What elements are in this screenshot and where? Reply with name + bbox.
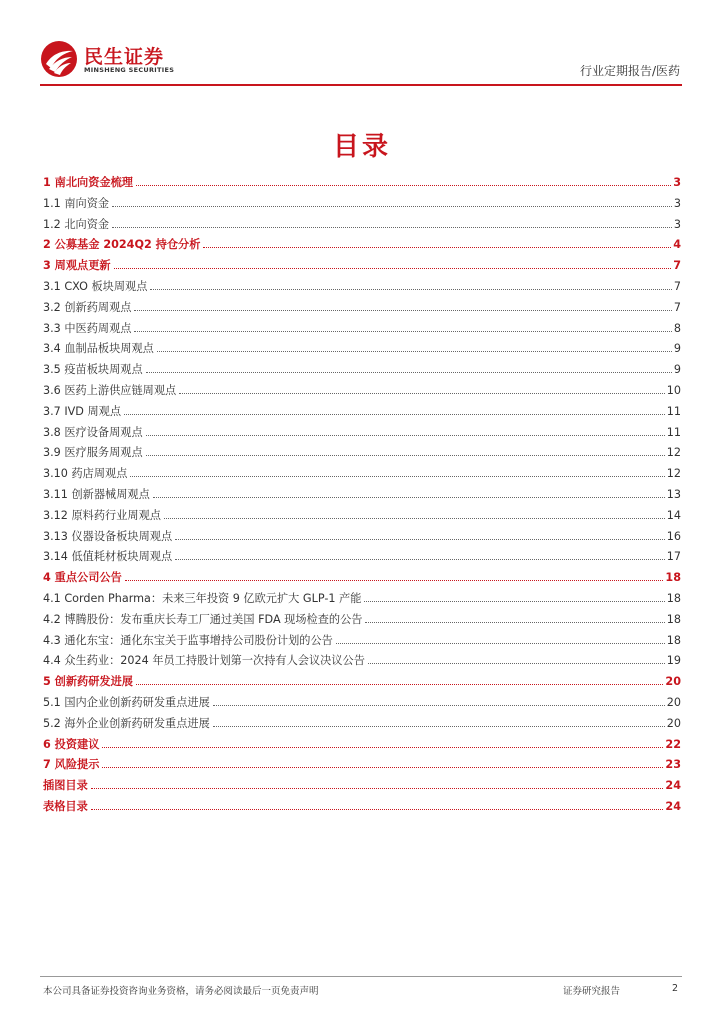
toc-entry-label: 4 重点公司公告: [43, 571, 122, 585]
toc-entry-label: 3.2 创新药周观点: [43, 300, 132, 314]
toc-dot-leader: [175, 539, 665, 540]
toc-entry-label: 5.2 海外企业创新药研发重点进展: [43, 716, 210, 730]
toc-entry[interactable]: [43, 486, 681, 507]
toc-entry[interactable]: [43, 444, 681, 465]
toc-entry[interactable]: [43, 236, 681, 257]
toc-entry[interactable]: [43, 465, 681, 486]
toc-entry-page: 8: [673, 321, 681, 335]
toc-entry-label: 2 公募基金 2024Q2 持仓分析: [43, 238, 201, 252]
toc-entry-label: 1 南北向资金梳理: [43, 176, 133, 189]
toc-entry[interactable]: [43, 528, 681, 549]
toc-entry-label: 5 创新药研发进展: [43, 675, 133, 689]
toc-entry-label: 3.14 低值耗材板块周观点: [43, 550, 173, 564]
toc-entry-page: 16: [666, 529, 681, 543]
toc-entry[interactable]: [43, 216, 681, 237]
toc-entry-page: 14: [666, 508, 681, 522]
toc-dot-leader: [125, 580, 664, 581]
toc-entry[interactable]: [43, 798, 681, 819]
toc-entry-page: 17: [666, 550, 681, 564]
toc-entry[interactable]: [43, 195, 681, 216]
toc-dot-leader: [213, 705, 665, 706]
toc-entry-label: 4.2 博腾股份：发布重庆长寿工厂通过美国 FDA 现场检查的公告: [43, 612, 363, 626]
toc-entry[interactable]: [43, 299, 681, 320]
toc-entry-label: 4.4 众生药业：2024 年员工持股计划第一次持有人会议决议公告: [43, 654, 365, 668]
footer-disclaimer: 本公司具备证券投资咨询业务资格，请务必阅读最后一页免责声明: [43, 986, 319, 997]
toc-entry-label: 1.2 北向资金: [43, 217, 110, 231]
toc-dot-leader: [134, 331, 671, 332]
toc-dot-leader: [153, 497, 665, 498]
toc-dot-leader: [112, 206, 672, 207]
toc-dot-leader: [364, 601, 664, 602]
toc-entry-page: 11: [666, 425, 681, 439]
toc-dot-leader: [150, 289, 671, 290]
toc-entry[interactable]: [43, 257, 681, 278]
toc-dot-leader: [146, 372, 672, 373]
toc-dot-leader: [102, 767, 663, 768]
toc-entry-page: 20: [666, 695, 681, 709]
toc-dot-leader: [175, 559, 665, 560]
toc-entry-label: 3.11 创新器械周观点: [43, 487, 150, 501]
toc-entry[interactable]: [43, 382, 681, 403]
toc-entry-label: 3.7 IVD 周观点: [43, 404, 122, 418]
toc-entry-page: 3: [673, 176, 681, 189]
toc-entry[interactable]: [43, 673, 681, 694]
toc-entry-page: 10: [666, 383, 681, 397]
toc-entry[interactable]: [43, 611, 681, 632]
toc-entry-label: 表格目录: [43, 799, 88, 813]
toc-entry-page: 13: [666, 487, 681, 501]
toc-entry[interactable]: [43, 590, 681, 611]
toc-entry-label: 3.1 CXO 板块周观点: [43, 279, 148, 293]
toc-entry-label: 3.3 中医药周观点: [43, 321, 132, 335]
toc-entry-page: 9: [673, 342, 681, 356]
toc-dot-leader: [146, 455, 665, 456]
toc-dot-leader: [179, 393, 665, 394]
toc-entry-page: 12: [666, 467, 681, 481]
logo-text-cn: 民生证券: [84, 46, 165, 68]
toc-entry[interactable]: [43, 174, 681, 195]
toc-entry-page: 7: [673, 279, 681, 293]
minsheng-logo-icon: [40, 40, 78, 78]
toc-entry-label: 5.1 国内企业创新药研发重点进展: [43, 695, 210, 709]
toc-dot-leader: [368, 663, 665, 664]
toc-entry-page: 11: [666, 404, 681, 418]
toc-title: 目录: [332, 132, 391, 162]
header-divider: [40, 84, 682, 86]
toc-entry-page: 3: [673, 217, 681, 231]
toc-entry[interactable]: [43, 278, 681, 299]
toc-entry[interactable]: [43, 632, 681, 653]
toc-dot-leader: [112, 227, 672, 228]
toc-entry-page: 12: [666, 446, 681, 460]
toc-entry[interactable]: [43, 569, 681, 590]
toc-entry-label: 插图目录: [43, 779, 88, 793]
page-header: [0, 0, 724, 90]
footer-doc-type: 证券研究报告: [563, 986, 621, 997]
toc-entry-label: 3 周观点更新: [43, 259, 111, 273]
logo-text-en: MINSHENG SECURITIES: [84, 66, 175, 74]
toc-dot-leader: [136, 684, 663, 685]
toc-entry[interactable]: [43, 340, 681, 361]
toc-entry-page: 20: [666, 716, 681, 730]
toc-entry-page: 24: [665, 779, 681, 793]
toc-dot-leader: [146, 435, 665, 436]
toc-dot-leader: [164, 518, 665, 519]
toc-entry-label: 3.4 血制品板块周观点: [43, 342, 154, 356]
toc-entry-page: 18: [666, 612, 681, 626]
toc-entry-label: 7 风险提示: [43, 758, 100, 772]
toc-entry-label: 4.3 通化东宝：通化东宝关于监事增持公司股份计划的公告: [43, 633, 333, 647]
toc-entry-page: 18: [665, 571, 681, 585]
toc-entry[interactable]: [43, 777, 681, 798]
toc-entry-page: 20: [665, 675, 681, 689]
toc-entry[interactable]: [43, 756, 681, 777]
toc-entry[interactable]: [43, 736, 681, 757]
toc-entry[interactable]: [43, 548, 681, 569]
toc-dot-leader: [91, 809, 664, 810]
toc-entry[interactable]: [43, 507, 681, 528]
table-of-contents: [43, 174, 681, 819]
toc-entry[interactable]: [43, 652, 681, 673]
toc-entry-label: 1.1 南向资金: [43, 196, 110, 210]
report-type: 行业定期报告/医药: [579, 64, 680, 78]
toc-entry[interactable]: [43, 424, 681, 445]
toc-dot-leader: [203, 247, 671, 248]
toc-entry-label: 3.8 医疗设备周观点: [43, 425, 143, 439]
page-number: 2: [671, 983, 678, 994]
toc-dot-leader: [134, 310, 671, 311]
footer-divider: [40, 976, 682, 977]
toc-dot-leader: [213, 726, 665, 727]
toc-entry-page: 19: [666, 654, 681, 668]
toc-entry-label: 3.5 疫苗板块周观点: [43, 363, 143, 377]
toc-dot-leader: [157, 351, 672, 352]
toc-entry-page: 7: [673, 300, 681, 314]
toc-dot-leader: [130, 476, 664, 477]
toc-entry-label: 3.10 药店周观点: [43, 467, 128, 481]
minsheng-logo: [40, 40, 200, 78]
toc-entry-page: 24: [665, 799, 681, 813]
toc-entry[interactable]: [43, 403, 681, 424]
toc-entry-label: 3.6 医药上游供应链周观点: [43, 383, 177, 397]
toc-entry-page: 4: [673, 238, 681, 252]
toc-entry-label: 3.9 医疗服务周观点: [43, 446, 143, 460]
toc-entry[interactable]: [43, 320, 681, 341]
toc-entry-label: 3.12 原料药行业周观点: [43, 508, 161, 522]
toc-entry[interactable]: [43, 715, 681, 736]
toc-entry-label: 6 投资建议: [43, 737, 100, 751]
toc-dot-leader: [124, 414, 665, 415]
toc-entry-page: 18: [666, 633, 681, 647]
toc-entry-page: 23: [665, 758, 681, 772]
toc-entry-page: 7: [673, 259, 681, 273]
toc-dot-leader: [91, 788, 664, 789]
toc-dot-leader: [114, 268, 672, 269]
toc-dot-leader: [102, 747, 663, 748]
toc-entry-page: 3: [673, 196, 681, 210]
toc-entry-label: 3.13 仪器设备板块周观点: [43, 529, 173, 543]
toc-entry-page: 9: [673, 363, 681, 377]
toc-entry-page: 22: [665, 737, 681, 751]
toc-dot-leader: [365, 622, 664, 623]
toc-dot-leader: [136, 185, 671, 186]
toc-entry-label: 4.1 Corden Pharma：未来三年投资 9 亿欧元扩大 GLP-1 产能: [43, 591, 362, 605]
toc-dot-leader: [336, 643, 665, 644]
toc-entry[interactable]: [43, 694, 681, 715]
toc-entry[interactable]: [43, 361, 681, 382]
toc-entry-page: 18: [666, 591, 681, 605]
